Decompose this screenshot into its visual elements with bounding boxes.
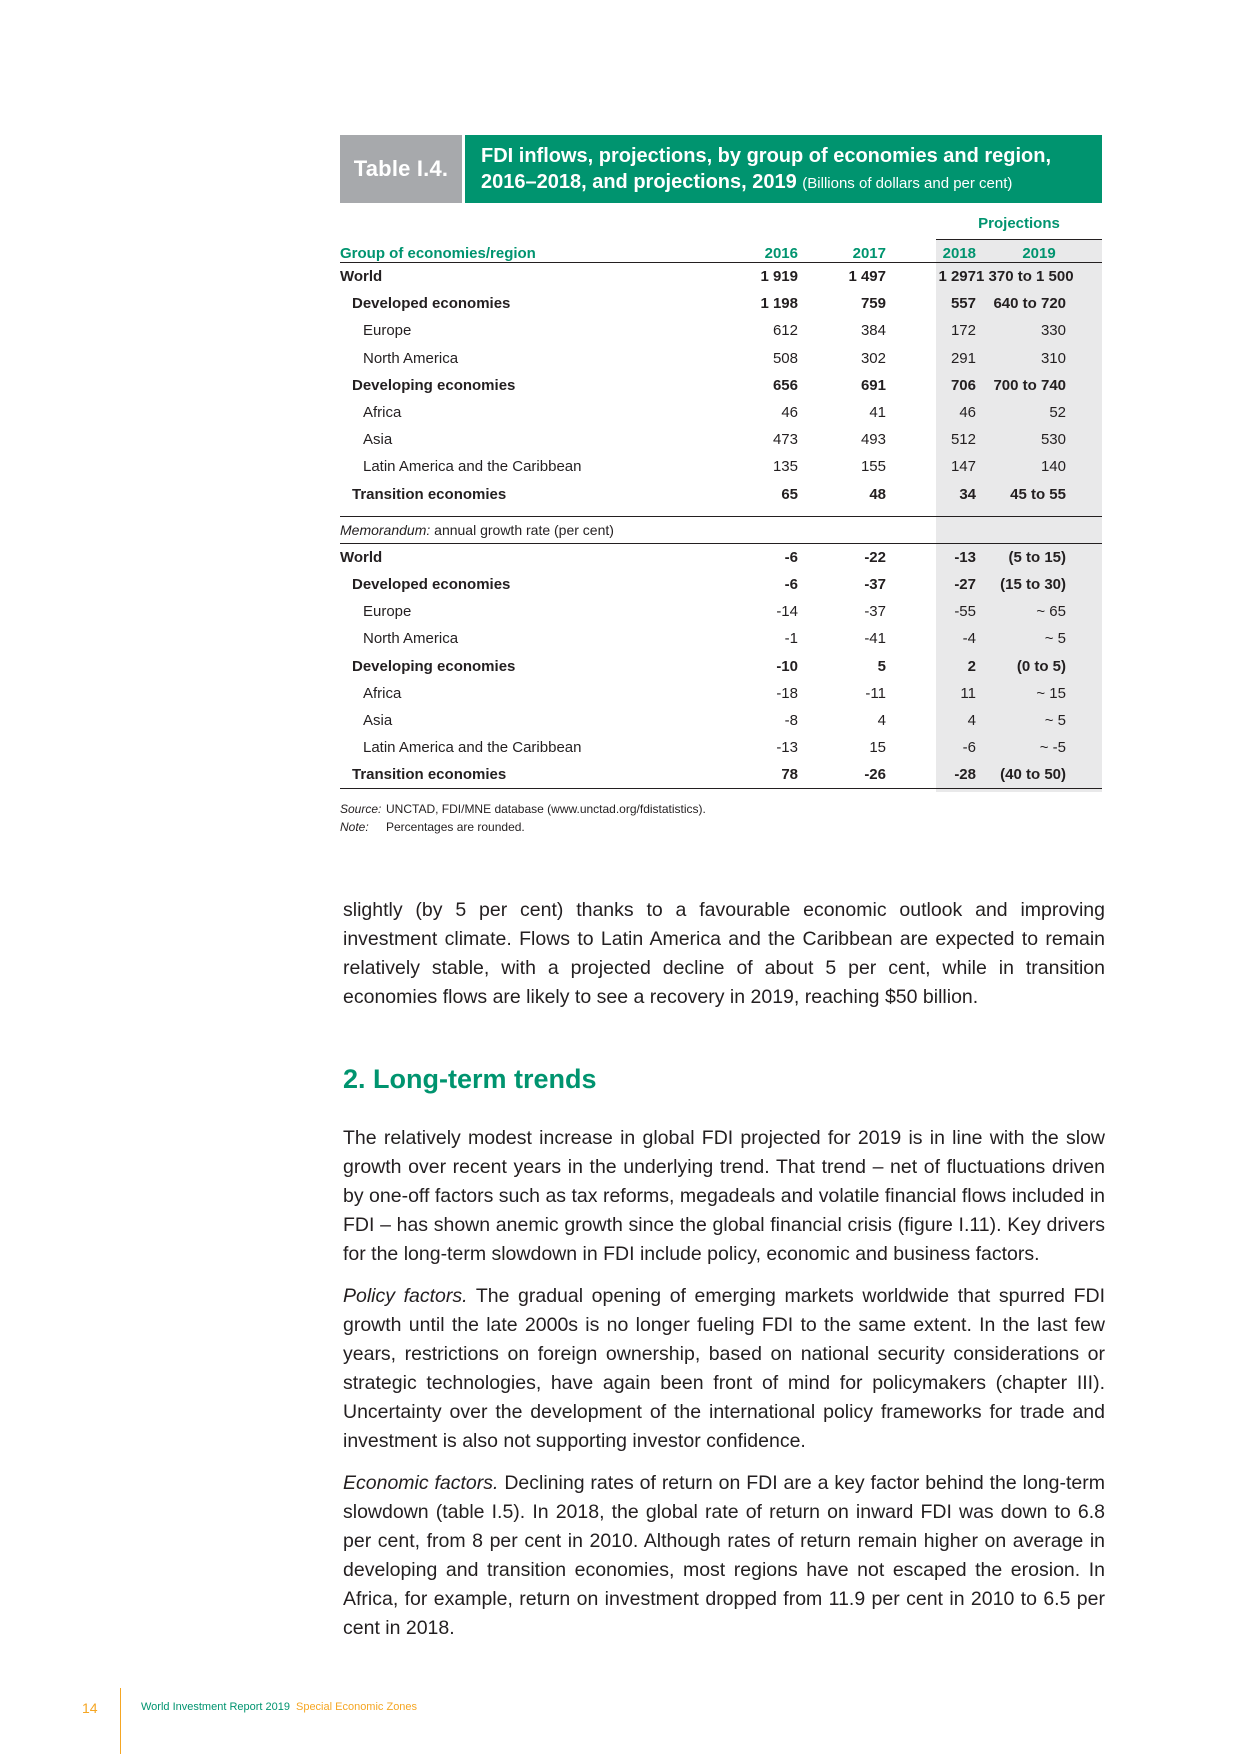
cell-2018: 512 [950, 431, 976, 449]
table-header-row [340, 240, 1102, 263]
paragraph-trend: The relatively modest increase in global FDI projected for 2019 is in line with the slow growth over recent years in the underlying trend. That trend – net of fluctuations driven by one-off factors such as tax reforms, megadeals and volatile financial flows included in FDI – has shown anemic growth since the global financial crisis (figure I.11). Key drivers for the long-term slowdown in FDI include policy, economic and business factors. [343, 1127, 1105, 1265]
memorandum-row [340, 516, 1102, 543]
cell-2018: -13 [954, 548, 976, 566]
cell-2019: ~ -5 [1039, 739, 1066, 757]
cell-2018: 706 [950, 376, 976, 394]
table-body [340, 263, 1102, 789]
cell-2019: ~ 65 [1036, 603, 1066, 621]
row-label: Developed economies [352, 295, 511, 313]
cell-2016: 508 [772, 349, 798, 367]
table-header [340, 135, 1102, 203]
footer-report-title: World Investment Report 2019 [141, 1701, 290, 1713]
cell-2017: 5 [877, 657, 886, 675]
cell-2018: 557 [950, 295, 976, 313]
cell-2019: 530 [1040, 431, 1066, 449]
economic-text: Declining rates of return on FDI are a key factor behind the long-term slowdown (table I.5). In 2018, the global rate of return on inward FDI was down to 6.8 per cent, from 8 per cent in 2010. Although rates of return remain higher on average in developing and transition economies, most regions have not escaped the erosion. In Africa, for example, return on investment dropped from 11.9 per cent in 2010 to 6.5 per cent in 2018. [343, 1472, 1105, 1639]
cell-2017: 1 497 [848, 268, 886, 286]
cell-2017: -22 [864, 548, 886, 566]
cell-2019: 640 to 720 [993, 295, 1066, 313]
memorandum-empty-cell [976, 516, 1102, 543]
table-row [340, 598, 1102, 625]
memorandum-empty-cell [798, 516, 886, 543]
cell-2018: -28 [886, 761, 976, 789]
cell-2019: (5 to 15) [1008, 548, 1066, 566]
cell-2016: -6 [784, 548, 798, 566]
row-label: World [340, 268, 383, 286]
cell-2016: 46 [781, 404, 798, 422]
cell-2017: 493 [860, 431, 886, 449]
cell-2018: 291 [950, 349, 976, 367]
row-label: Asia [363, 711, 393, 729]
table-row [340, 707, 1102, 734]
cell-2016: -8 [784, 711, 798, 729]
memorandum-label [340, 516, 708, 543]
row-label: Europe [363, 322, 412, 340]
row-label: Africa [363, 684, 402, 702]
cell-2019: 140 [1040, 458, 1066, 476]
section-title: 2. Long-term trends [343, 1064, 597, 1094]
memorandum-empty-cell [708, 516, 798, 543]
cell-2016: 1 919 [760, 268, 798, 286]
cell-2019: 700 to 740 [993, 376, 1066, 394]
table-notes [340, 800, 706, 836]
cell-2016: -13 [776, 739, 798, 757]
cell-2018: 147 [950, 458, 976, 476]
cell-2019: (15 to 30) [1000, 575, 1066, 593]
cell-2017: -37 [864, 575, 886, 593]
cell-2018: 2 [967, 657, 976, 675]
cell-2016: 78 [708, 761, 798, 789]
col-header-region: Group of economies/region [340, 240, 708, 263]
row-label: Africa [363, 404, 402, 422]
cell-2017: 384 [860, 322, 886, 340]
cell-2017: -11 [865, 684, 886, 702]
cell-2019: 1 370 to 1 500 [976, 268, 1074, 286]
policy-text: The gradual opening of emerging markets worldwide that spurred FDI growth until the late 2000s is no longer fueling FDI to the same extent. In the last few years, restrictions on foreign ownership, based on national security considerations or strategic technologies, have again been front of mind for policymakers (chapter III). Uncertainty over the development of the international policy frameworks for trade and investment is also not supporting investor confidence. [343, 1285, 1105, 1452]
row-label: Asia [363, 431, 393, 449]
cell-2017: 759 [860, 295, 886, 313]
cell-2018: -6 [962, 739, 976, 757]
cell-2018: 46 [959, 404, 976, 422]
cell-2017: -41 [864, 630, 886, 648]
table-row [340, 263, 1102, 291]
cell-2018: -4 [962, 630, 976, 648]
table-row [340, 652, 1102, 679]
col-header-2016: 2016 [708, 240, 798, 263]
row-label: Developing economies [352, 657, 516, 675]
table-row [340, 453, 1102, 480]
cell-2017: 302 [860, 349, 886, 367]
fdi-table [340, 240, 1102, 789]
table-row [340, 481, 1102, 517]
note-text: Percentages are rounded. [386, 820, 525, 834]
cell-2017: 691 [860, 376, 886, 394]
cell-2019: ~ 5 [1044, 630, 1066, 648]
paragraph-policy [343, 1282, 1105, 1456]
cell-2016: 135 [772, 458, 798, 476]
cell-2018: 34 [959, 485, 976, 503]
cell-2019: (0 to 5) [1016, 657, 1066, 675]
col-header-2019: 2019 [976, 240, 1102, 263]
memorandum-text: annual growth rate (per cent) [430, 521, 614, 538]
cell-2017: 155 [860, 458, 886, 476]
table-row [340, 317, 1102, 344]
cell-2018: 11 [960, 684, 976, 702]
memorandum-prefix: Memorandum: [340, 521, 431, 538]
col-header-2018: 2018 [886, 240, 976, 263]
cell-2016: 65 [781, 485, 798, 503]
cell-2017: -37 [864, 603, 886, 621]
cell-2018: 172 [950, 322, 976, 340]
cell-2017: 4 [877, 711, 886, 729]
note-line [340, 818, 706, 836]
row-label: Europe [363, 603, 412, 621]
paragraph-intro: slightly (by 5 per cent) thanks to a favourable economic outlook and improving investment climate. Flows to Latin America and the Caribbean are expected to remain relatively stable, with a projected decline of about 5 per cent, while in transition economies flows are likely to see a recovery in 2019, reaching $50 billion. [343, 899, 1105, 1008]
row-label: Latin America and the Caribbean [363, 458, 582, 476]
row-label: Transition economies [340, 761, 708, 789]
cell-2019: 45 to 55 [1010, 485, 1066, 503]
table-title [465, 135, 1102, 203]
row-label: World [340, 548, 383, 566]
table-row [340, 761, 1102, 789]
cell-2016: -18 [776, 684, 798, 702]
cell-2019: (40 to 50) [976, 761, 1102, 789]
cell-2018: -27 [954, 575, 976, 593]
cell-2016: -10 [776, 657, 798, 675]
economic-lead: Economic factors. [343, 1472, 499, 1494]
table-row [340, 734, 1102, 761]
cell-2017: 48 [869, 485, 886, 503]
row-label: Developing economies [352, 376, 516, 394]
source-line [340, 800, 706, 818]
table-row [340, 543, 1102, 571]
table-row [340, 290, 1102, 317]
cell-2019: 52 [1049, 404, 1066, 422]
cell-2016: 612 [772, 322, 798, 340]
footer-divider [120, 1688, 121, 1754]
cell-2016: -14 [776, 603, 798, 621]
page-number: 14 [82, 1700, 98, 1716]
cell-2019: ~ 15 [1036, 684, 1066, 702]
table-row [340, 345, 1102, 372]
row-label: North America [363, 630, 459, 648]
cell-2019: 330 [1040, 322, 1066, 340]
footer-report [141, 1701, 417, 1713]
table-title-line1: FDI inflows, projections, by group of economies and region, [481, 145, 1052, 167]
cell-2019: ~ 5 [1044, 711, 1066, 729]
table-row [340, 625, 1102, 652]
memorandum-empty-cell [886, 516, 976, 543]
cell-2016: 1 198 [760, 295, 798, 313]
cell-2016: 656 [772, 376, 798, 394]
table-title-line2: 2016–2018, and projections, 2019 [481, 171, 797, 193]
projections-label: Projections [978, 215, 1060, 232]
table-row [340, 426, 1102, 453]
row-label: North America [363, 349, 459, 367]
policy-lead: Policy factors. [343, 1285, 468, 1307]
row-label: Latin America and the Caribbean [363, 739, 582, 757]
col-header-2017: 2017 [798, 240, 886, 263]
cell-2016: -1 [784, 630, 798, 648]
cell-2017: -26 [798, 761, 886, 789]
note-key: Note: [340, 820, 369, 834]
row-label: Transition economies [352, 485, 507, 503]
cell-2016: 473 [772, 431, 798, 449]
cell-2018: -55 [954, 603, 976, 621]
table-unit: (Billions of dollars and per cent) [802, 175, 1013, 192]
table-row [340, 571, 1102, 598]
source-text: UNCTAD, FDI/MNE database (www.unctad.org/fdistatistics). [386, 802, 706, 816]
table-row [340, 680, 1102, 707]
source-key: Source: [340, 802, 382, 816]
cell-2016: -6 [784, 575, 798, 593]
cell-2019: 310 [1040, 349, 1066, 367]
footer-subtitle: Special Economic Zones [295, 1701, 418, 1713]
cell-2017: 15 [869, 739, 886, 757]
table-row [340, 399, 1102, 426]
row-label: Developed economies [352, 575, 511, 593]
table-row [340, 372, 1102, 399]
cell-2017: 41 [869, 404, 886, 422]
cell-2018: 4 [967, 711, 976, 729]
table-number: Table I.4. [340, 135, 462, 203]
paragraph-economic [343, 1469, 1105, 1643]
cell-2018: 1 297 [938, 268, 976, 286]
